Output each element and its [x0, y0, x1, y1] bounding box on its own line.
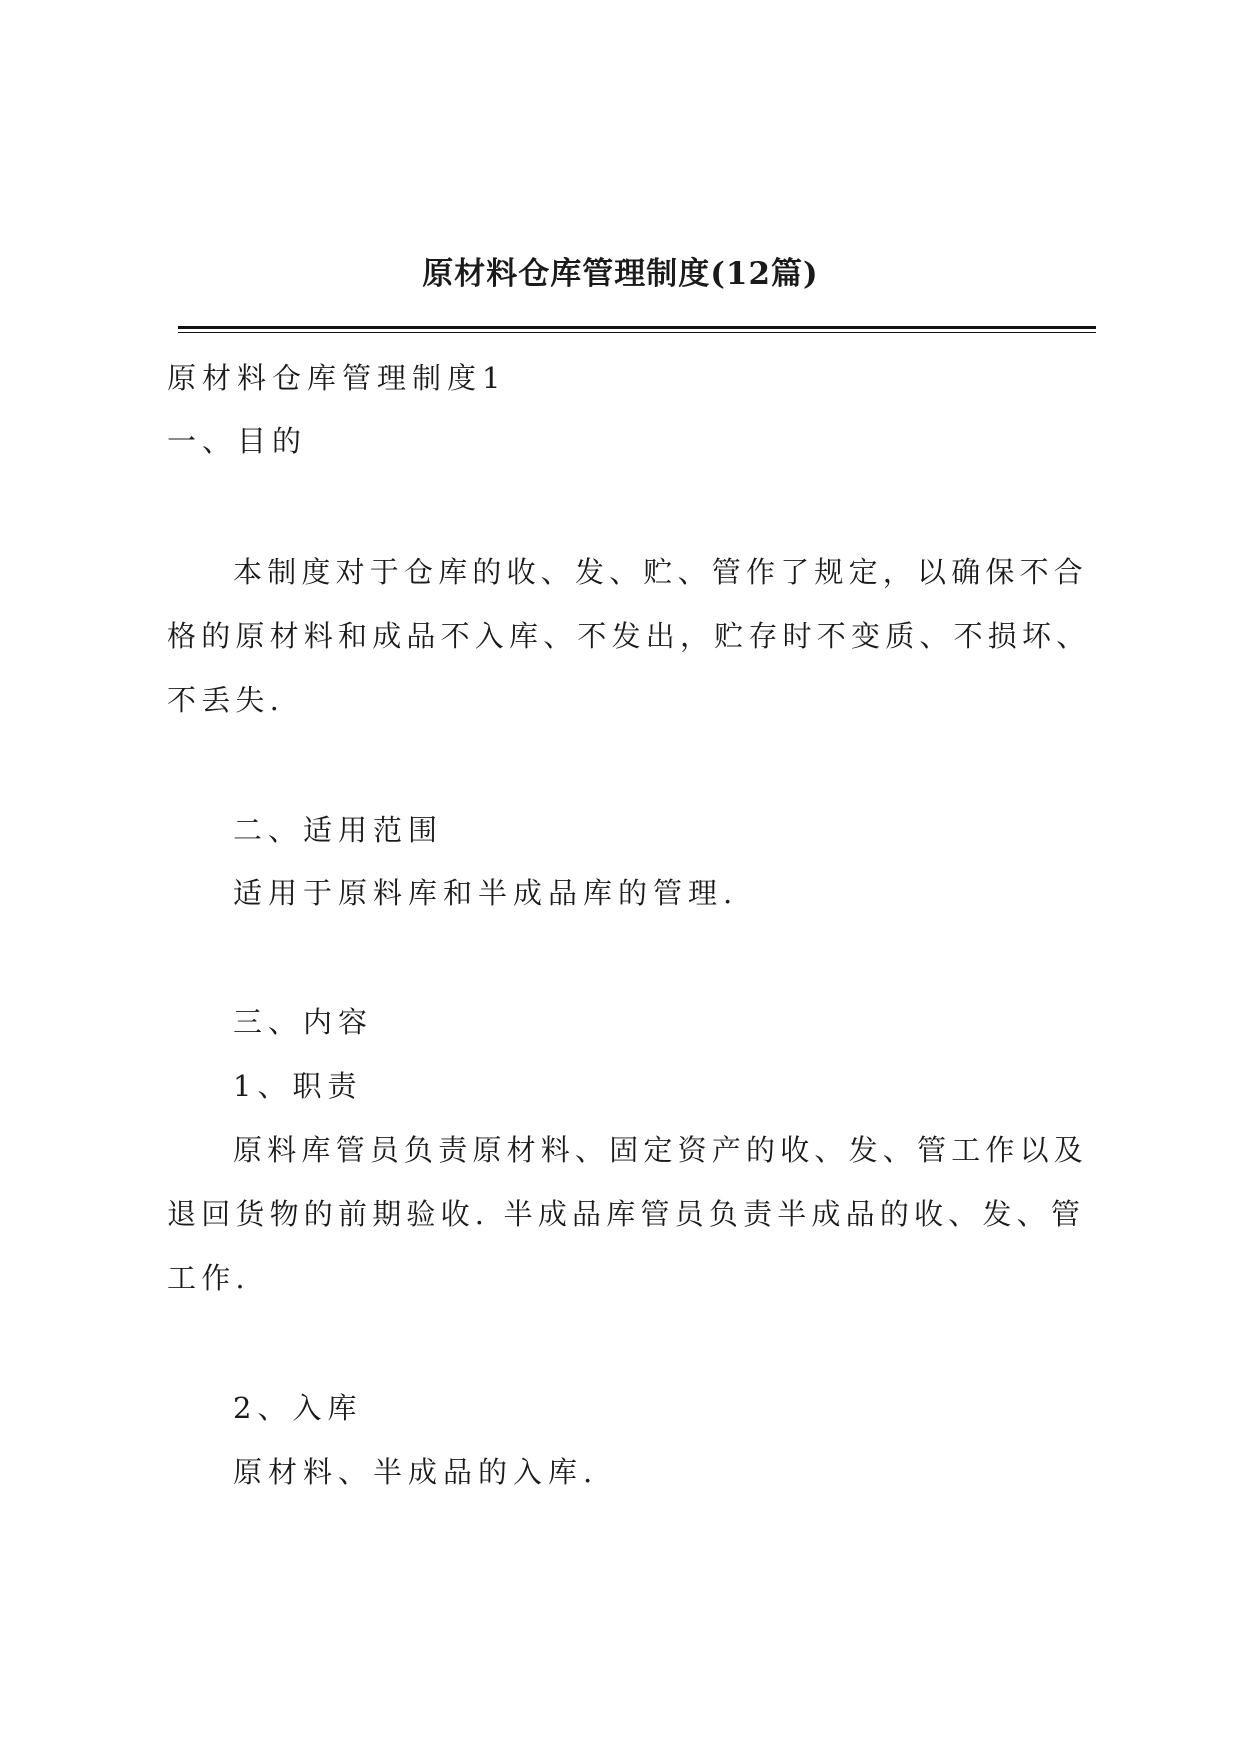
item-heading-duties: 1、职责	[233, 1069, 363, 1103]
document-title: 原材料仓库管理制度(12篇)	[422, 256, 819, 292]
paragraph-purpose: 本制度对于仓库的收、发、贮、管作了规定，以确保不合格的原材料和成品不入库、不发出，贮存时不变质、不损坏、不丢失.	[167, 555, 1091, 717]
section-heading-purpose: 一、目的	[167, 424, 308, 458]
title-rule-thick	[178, 326, 1096, 329]
title-rule-thin	[178, 332, 1096, 333]
paragraph-duties: 原料库管员负责原材料、固定资产的收、发、管工作以及退回货物的前期验收. 半成品库管员负责半成品的收、发、管工作.	[167, 1133, 1089, 1295]
item-heading-warehousing: 2、入库	[233, 1391, 363, 1425]
section-heading-content: 三、内容	[233, 1005, 374, 1039]
document-subtitle: 原材料仓库管理制度1	[167, 361, 507, 395]
paragraph-scope: 适用于原料库和半成品库的管理.	[233, 876, 739, 910]
paragraph-warehousing: 原材料、半成品的入库.	[233, 1455, 599, 1489]
section-heading-scope: 二、适用范围	[233, 813, 444, 847]
